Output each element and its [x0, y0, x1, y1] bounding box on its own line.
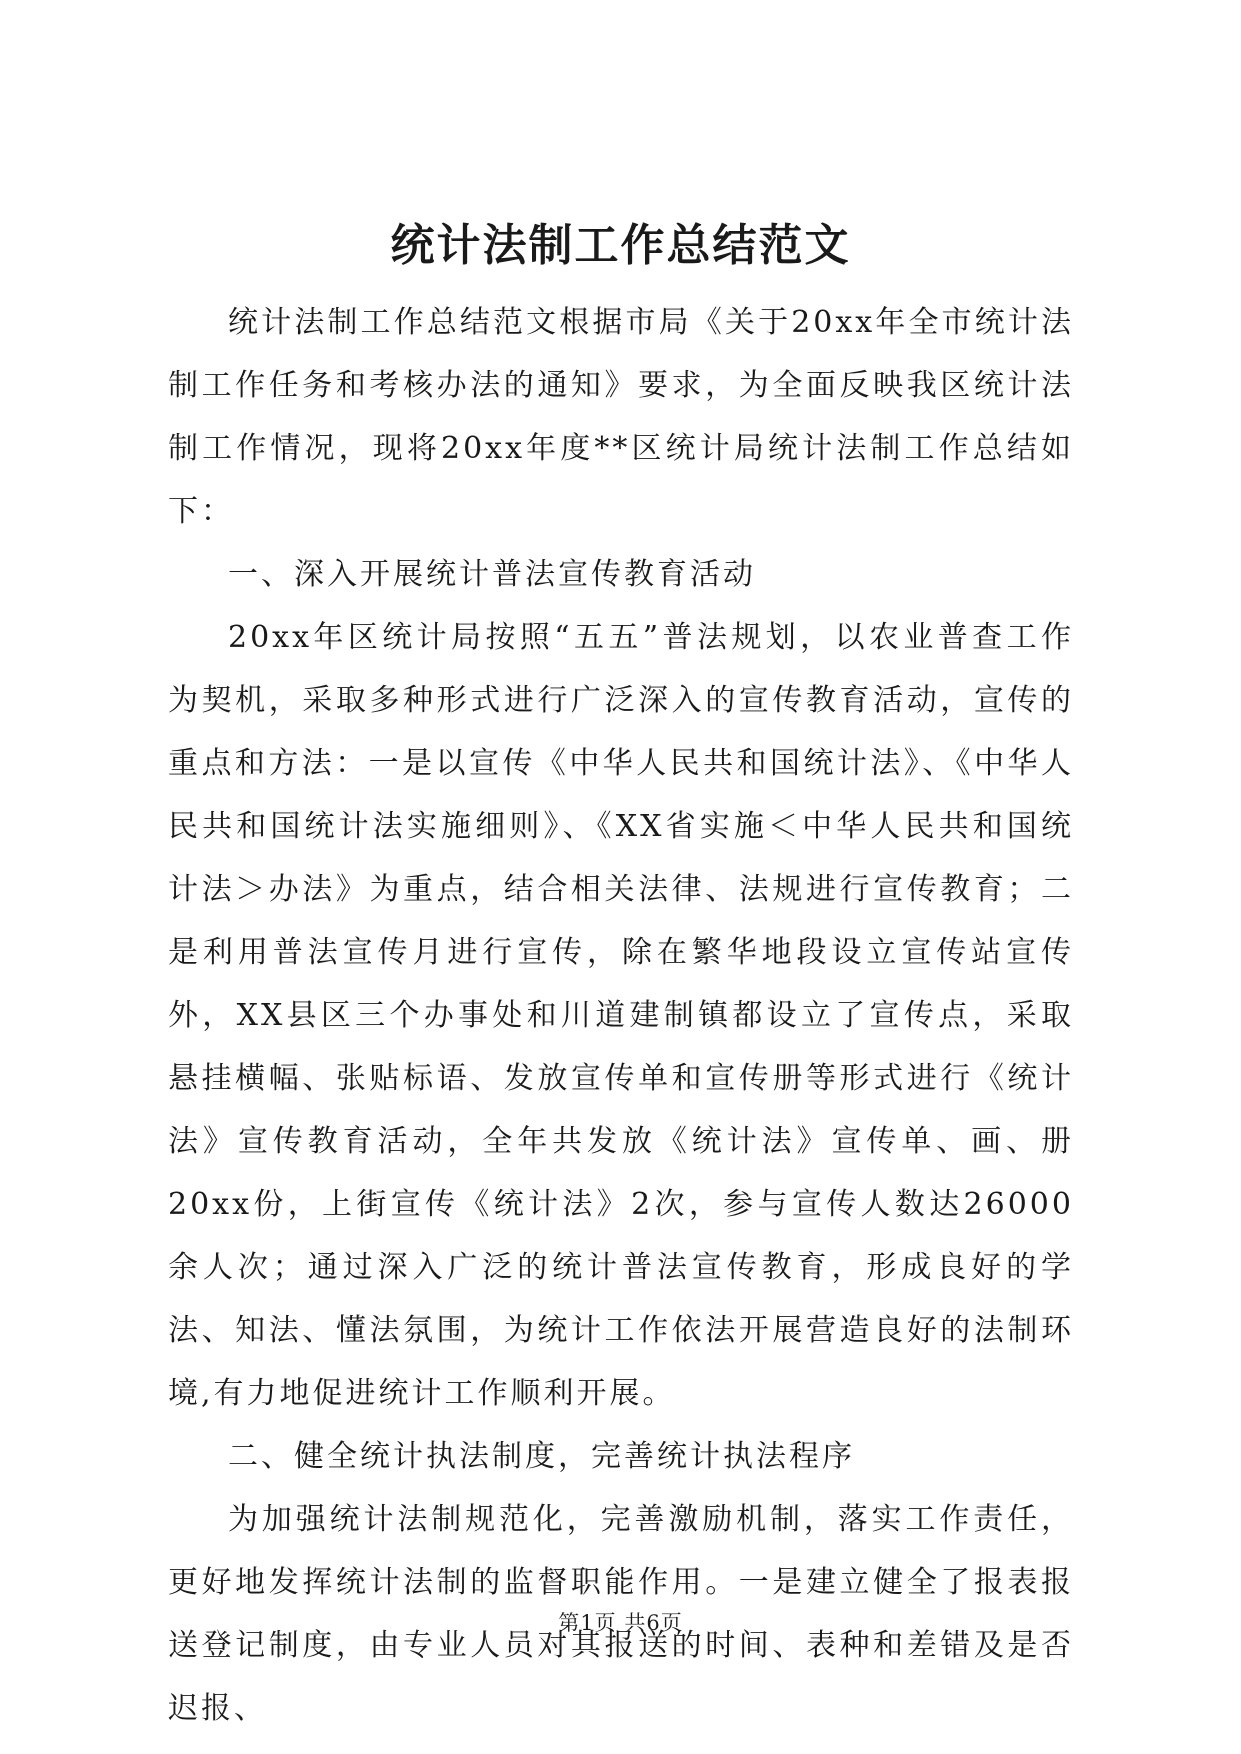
- section-heading-1: 一、深入开展统计普法宣传教育活动: [228, 557, 756, 592]
- section-heading-2: 二、健全统计执法制度，完善统计执法程序: [228, 1439, 855, 1474]
- document-body: [168, 291, 1074, 1740]
- paragraph-intro: 统计法制工作总结范文根据市局《关于20xx年全市统计法制工作任务和考核办法的通知》要求，为全面反映我区统计法制工作情况，现将20xx年度**区统计局统计法制工作总结如下：: [168, 305, 1074, 529]
- paragraph-section-2: 为加强统计法制规范化，完善激励机制，落实工作责任，更好地发挥统计法制的监督职能作用。一是建立健全了报表报送登记制度，由专业人员对其报送的时间、表种和差错及是否迟报、: [168, 1502, 1074, 1726]
- paragraph-section-1: 20xx年区统计局按照“五五”普法规划，以农业普查工作为契机，采取多种形式进行广泛深入的宣传教育活动，宣传的重点和方法：一是以宣传《中华人民共和国统计法》、《中华人民共和国统计法实施细则》、《XX省实施＜中华人民共和国统计法＞办法》为重点，结合相关法律、法规进行宣传教育；二是利用普法宣传月进行宣传，除在繁华地段设立宣传站宣传外，XX县区三个办事处和川道建制镇都设立了宣传点，采取悬挂横幅、张贴标语、发放宣传单和宣传册等形式进行《统计法》宣传教育活动，全年共发放《统计法》宣传单、画、册20xx份，上街宣传《统计法》2次，参与宣传人数达26000余人次；通过深入广泛的统计普法宣传教育，形成良好的学法、知法、懂法氛围，为统计工作依法开展营造良好的法制环境,有力地促进统计工作顺利开展。: [168, 620, 1074, 1411]
- document-title: 统计法制工作总结范文: [390, 220, 851, 271]
- page-number-footer: 第1页 共6页: [558, 1611, 683, 1635]
